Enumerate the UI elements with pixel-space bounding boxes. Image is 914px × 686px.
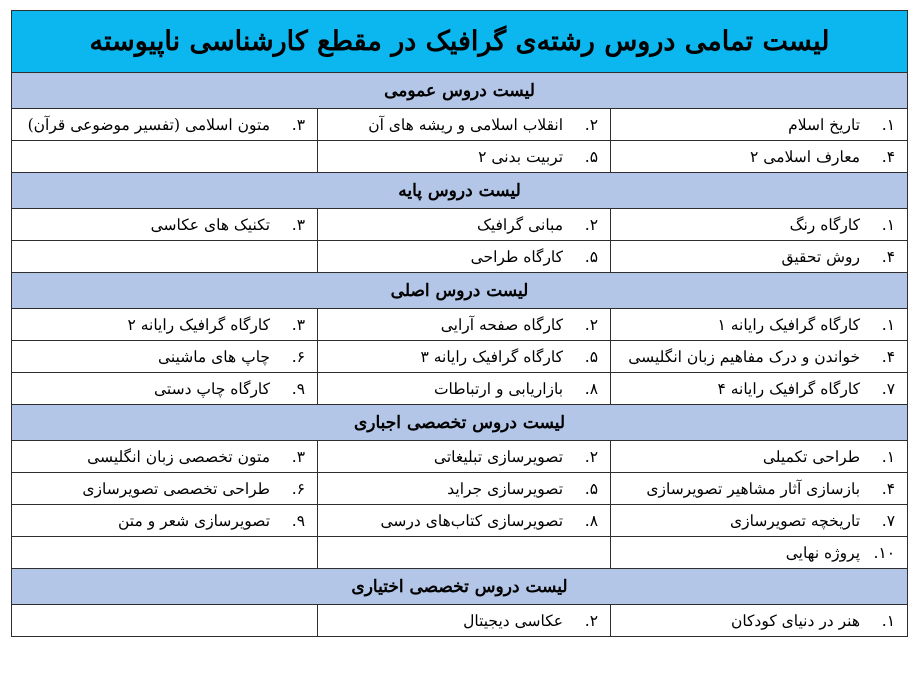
course-cell (611, 505, 908, 537)
section-heading-specialized-required: لیست دروس تخصصی اجباری (12, 405, 908, 441)
empty-cell (12, 605, 318, 637)
course-name: کارگاه چاپ دستی (153, 379, 271, 398)
course-number: ۵. (584, 347, 599, 366)
course-cell (611, 473, 908, 505)
empty-cell (12, 241, 318, 273)
course-cell (611, 441, 908, 473)
course-cell (318, 241, 611, 273)
course-name: تاریخچه تصویرسازی (729, 511, 861, 530)
course-name: معارف اسلامی ۲ (750, 147, 861, 166)
course-name: بازسازی آثار مشاهیر تصویرسازی (646, 479, 861, 498)
course-cell (611, 309, 908, 341)
course-number: ۵. (584, 247, 599, 266)
course-cell (611, 373, 908, 405)
course-name: کارگاه گرافیک رایانه ۴ (717, 379, 861, 398)
course-number: ۸. (584, 379, 599, 398)
course-number: ۲. (584, 447, 599, 466)
empty-cell (318, 537, 611, 569)
course-cell (12, 209, 318, 241)
section-heading-main: لیست دروس اصلی (12, 273, 908, 309)
course-cell (12, 373, 318, 405)
course-name: روش تحقیق (781, 247, 861, 266)
course-number: ۷. (881, 379, 896, 398)
course-number: ۳. (291, 215, 306, 234)
table-row (12, 109, 908, 141)
course-number: ۱. (881, 611, 896, 630)
course-cell (12, 505, 318, 537)
course-name: عکاسی دیجیتال (463, 611, 564, 630)
course-name: تربیت بدنی ۲ (478, 147, 564, 166)
course-number: ۳. (291, 115, 306, 134)
course-cell (318, 341, 611, 373)
course-cell (318, 309, 611, 341)
course-number: ۲. (584, 611, 599, 630)
courses-table (11, 10, 908, 637)
table-row (12, 209, 908, 241)
course-name: طراحی تخصصی تصویرسازی (82, 479, 271, 498)
course-number: ۸. (584, 511, 599, 530)
course-cell (611, 537, 908, 569)
course-name: طراحی تکمیلی (762, 447, 861, 466)
course-name: تکنیک های عکاسی (150, 215, 271, 234)
course-number: ۱. (881, 447, 896, 466)
empty-cell (12, 537, 318, 569)
course-cell (12, 473, 318, 505)
course-cell (318, 505, 611, 537)
course-name: چاپ های ماشینی (157, 347, 271, 366)
course-name: کارگاه گرافیک رایانه ۳ (420, 347, 564, 366)
course-cell (611, 141, 908, 173)
course-number: ۱۰. (873, 543, 896, 562)
course-number: ۱. (881, 215, 896, 234)
table-row (12, 241, 908, 273)
course-cell (12, 341, 318, 373)
table-row (12, 341, 908, 373)
course-cell (611, 341, 908, 373)
table-row (12, 309, 908, 341)
course-name: تاریخ اسلام (788, 115, 861, 134)
course-name: کارگاه گرافیک رایانه ۲ (127, 315, 271, 334)
course-name: بازاریابی و ارتباطات (433, 379, 564, 398)
course-cell (318, 605, 611, 637)
course-number: ۶. (291, 347, 306, 366)
course-name: تصویرسازی کتاب‌های درسی (380, 511, 564, 530)
course-name: انقلاب اسلامی و ریشه های آن (368, 115, 564, 134)
course-number: ۹. (291, 379, 306, 398)
table-row (12, 373, 908, 405)
course-number: ۴. (881, 247, 896, 266)
course-cell (12, 309, 318, 341)
course-number: ۱. (881, 315, 896, 334)
section-heading-specialized-elective: لیست دروس تخصصی اختیاری (12, 569, 908, 605)
course-name: مبانی گرافیک (476, 215, 564, 234)
course-number: ۴. (881, 147, 896, 166)
course-number: ۲. (584, 115, 599, 134)
course-cell (318, 441, 611, 473)
course-name: تصویرسازی شعر و متن (118, 511, 271, 530)
course-cell (12, 109, 318, 141)
course-name: کارگاه صفحه آرایی (440, 315, 564, 334)
course-number: ۹. (291, 511, 306, 530)
section-heading-general: لیست دروس عمومی (12, 73, 908, 109)
course-name: خواندن و درک مفاهیم زبان انگلیسی (628, 347, 861, 366)
course-number: ۲. (584, 215, 599, 234)
course-cell (318, 141, 611, 173)
course-cell (611, 109, 908, 141)
course-cell (318, 209, 611, 241)
course-number: ۳. (291, 447, 306, 466)
course-name: تصویرسازی جراید (447, 479, 564, 498)
course-name: تصویرسازی تبلیغاتی (433, 447, 564, 466)
course-name: کارگاه گرافیک رایانه ۱ (717, 315, 861, 334)
empty-cell (12, 141, 318, 173)
table-row (12, 505, 908, 537)
course-cell (318, 473, 611, 505)
course-cell (318, 373, 611, 405)
course-cell (611, 241, 908, 273)
course-number: ۶. (291, 479, 306, 498)
course-number: ۴. (881, 347, 896, 366)
table-row (12, 537, 908, 569)
table-row (12, 441, 908, 473)
course-cell (318, 109, 611, 141)
section-heading-basic: لیست دروس پایه (12, 173, 908, 209)
table-row (12, 141, 908, 173)
course-name: کارگاه طراحی (470, 247, 564, 266)
course-name: کارگاه رنگ (789, 215, 861, 234)
table-row (12, 473, 908, 505)
course-number: ۵. (584, 479, 599, 498)
course-number: ۲. (584, 315, 599, 334)
course-number: ۷. (881, 511, 896, 530)
course-name: پروژه نهایی (785, 543, 861, 562)
course-name: هنر در دنیای کودکان (730, 611, 861, 630)
course-cell (12, 441, 318, 473)
course-number: ۳. (291, 315, 306, 334)
course-number: ۱. (881, 115, 896, 134)
course-number: ۴. (881, 479, 896, 498)
page-title: لیست تمامی دروس رشته‌ی گرافیک در مقطع کارشناسی ناپیوسته (12, 11, 908, 73)
course-name: متون اسلامی (تفسیر موضوعی قرآن) (27, 115, 271, 134)
course-name: متون تخصصی زبان انگلیسی (87, 447, 271, 466)
course-number: ۵. (584, 147, 599, 166)
course-cell (611, 605, 908, 637)
course-cell (611, 209, 908, 241)
table-row (12, 605, 908, 637)
